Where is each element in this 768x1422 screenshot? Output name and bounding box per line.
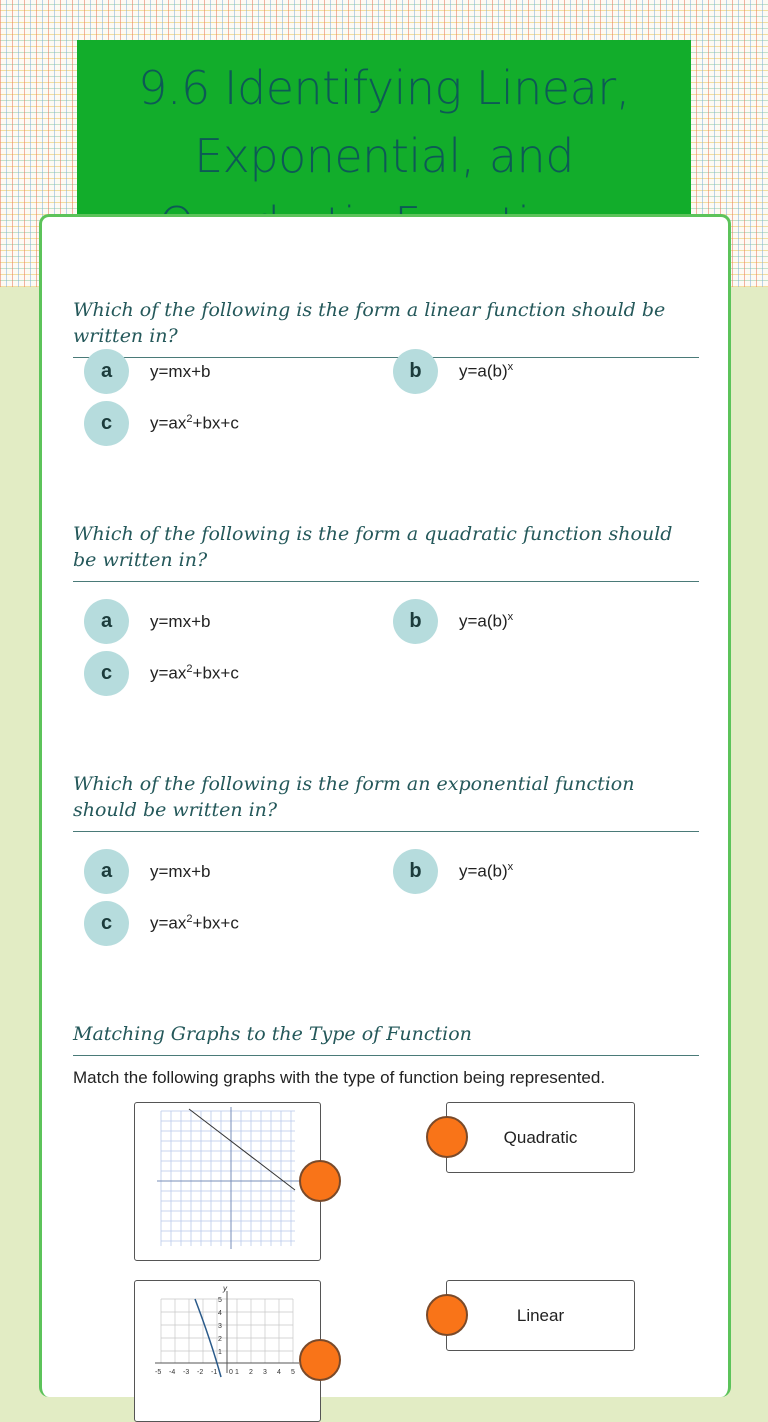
graph-2-connector-dot[interactable]: [299, 1339, 341, 1381]
match-target-linear[interactable]: [446, 1280, 635, 1351]
question-1-text: Which of the following is the form a linear function should be written in?: [73, 297, 699, 358]
option-text: $y=ax^2+bx+c$: [150, 913, 239, 933]
svg-text:-5: -5: [155, 1369, 162, 1376]
graph-1-connector-dot[interactable]: [299, 1160, 341, 1202]
option-text: y=mx+b: [150, 361, 211, 381]
svg-text:4: 4: [218, 1310, 222, 1317]
page-title: 9.6 Identifying Linear, Exponential, and: [138, 61, 630, 183]
y-axis-label: y: [223, 1284, 227, 1293]
linear-graph-image: [135, 1103, 320, 1260]
q2-option-b[interactable]: [393, 599, 513, 644]
linear-connector-dot[interactable]: [426, 1294, 468, 1336]
question-3: [73, 771, 699, 832]
option-text: $y=ax^2+bx+c$: [150, 413, 239, 433]
quadratic-connector-dot[interactable]: [426, 1116, 468, 1158]
svg-text:-2: -2: [197, 1369, 204, 1376]
svg-text:-1: -1: [211, 1369, 218, 1376]
q3-option-c[interactable]: [84, 901, 239, 946]
title-banner: [77, 40, 691, 240]
option-text: y=mx+b: [150, 611, 211, 631]
svg-text:1: 1: [218, 1349, 222, 1356]
svg-text:3: 3: [263, 1369, 267, 1376]
option-letter-a: a: [84, 849, 129, 894]
target-label: Quadratic: [503, 1127, 578, 1147]
q2-option-c[interactable]: [84, 651, 239, 696]
svg-text:-3: -3: [183, 1369, 190, 1376]
matching-heading: Matching Graphs to the Type of Function: [73, 1021, 699, 1056]
svg-text:3: 3: [218, 1323, 222, 1330]
q3-option-a[interactable]: [84, 849, 210, 894]
option-letter-b: b: [393, 349, 438, 394]
svg-text:5: 5: [291, 1369, 295, 1376]
option-letter-b: b: [393, 599, 438, 644]
matching-section: [73, 1021, 699, 1088]
option-letter-a: a: [84, 349, 129, 394]
option-text: $y=ax^2+bx+c$: [150, 663, 239, 683]
option-letter-c: c: [84, 401, 129, 446]
option-text: $y=a(b)^x$: [459, 361, 514, 381]
svg-text:4: 4: [277, 1369, 281, 1376]
graph-card-2[interactable]: [134, 1280, 321, 1422]
option-letter-a: a: [84, 599, 129, 644]
option-letter-c: c: [84, 651, 129, 696]
exponential-graph-image: [135, 1281, 320, 1391]
svg-text:2: 2: [249, 1369, 253, 1376]
q3-option-b[interactable]: [393, 849, 513, 894]
matching-instructions: Match the following graphs with the type of function being represented.: [73, 1068, 606, 1087]
worksheet-card: [39, 214, 731, 1397]
q1-option-b[interactable]: [393, 349, 513, 394]
graph-card-1[interactable]: [134, 1102, 321, 1261]
question-2: [73, 521, 699, 582]
svg-text:1: 1: [235, 1369, 239, 1376]
option-text: y=mx+b: [150, 861, 211, 881]
svg-text:2: 2: [218, 1336, 222, 1343]
option-letter-c: c: [84, 901, 129, 946]
q1-option-a[interactable]: [84, 349, 210, 394]
svg-text:5: 5: [218, 1297, 222, 1304]
svg-text:-4: -4: [169, 1369, 176, 1376]
q2-option-a[interactable]: [84, 599, 210, 644]
option-letter-b: b: [393, 849, 438, 894]
question-3-text: Which of the following is the form an exponential function should be written in?: [73, 771, 699, 832]
q1-option-c[interactable]: [84, 401, 239, 446]
match-target-quadratic[interactable]: [446, 1102, 635, 1173]
target-label: Linear: [516, 1305, 565, 1325]
question-2-text: Which of the following is the form a quadratic function should be written in?: [73, 521, 699, 582]
svg-text:0: 0: [229, 1369, 233, 1376]
option-text: $y=a(b)^x$: [459, 611, 514, 631]
option-text: $y=a(b)^x$: [459, 861, 514, 881]
